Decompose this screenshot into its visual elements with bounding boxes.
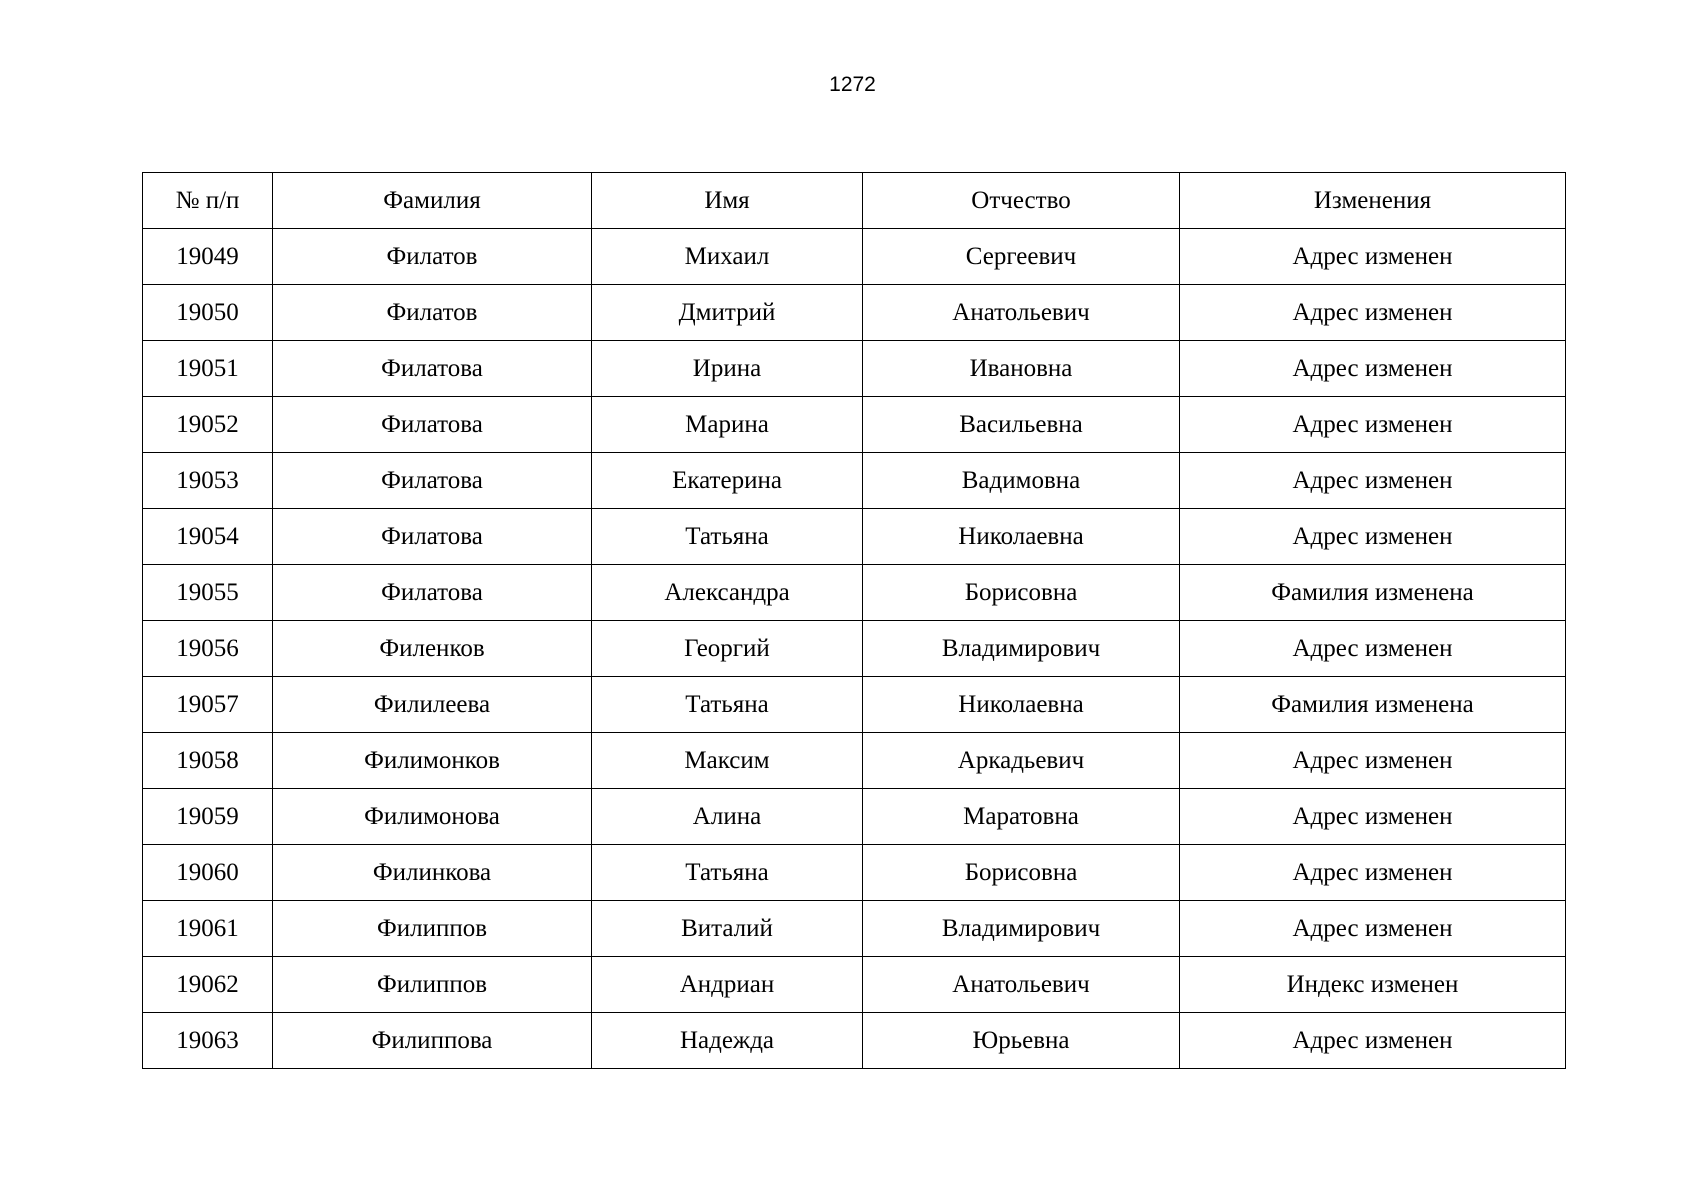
cell-patronymic: Ивановна [863, 341, 1180, 397]
cell-num: 19049 [143, 229, 273, 285]
cell-surname: Филимонова [273, 789, 592, 845]
cell-name: Виталий [592, 901, 863, 957]
cell-surname: Филатова [273, 509, 592, 565]
cell-surname: Филатова [273, 565, 592, 621]
cell-name: Надежда [592, 1013, 863, 1069]
cell-patronymic: Борисовна [863, 565, 1180, 621]
cell-name: Марина [592, 397, 863, 453]
cell-changes: Адрес изменен [1180, 1013, 1566, 1069]
cell-patronymic: Васильевна [863, 397, 1180, 453]
header-name: Имя [592, 173, 863, 229]
table-row [143, 845, 1566, 901]
cell-num: 19051 [143, 341, 273, 397]
cell-changes: Индекс изменен [1180, 957, 1566, 1013]
table-row [143, 509, 1566, 565]
cell-surname: Филатова [273, 453, 592, 509]
cell-surname: Филатова [273, 341, 592, 397]
cell-num: 19062 [143, 957, 273, 1013]
header-patronymic: Отчество [863, 173, 1180, 229]
cell-changes: Адрес изменен [1180, 397, 1566, 453]
cell-changes: Адрес изменен [1180, 621, 1566, 677]
cell-num: 19052 [143, 397, 273, 453]
cell-surname: Филенков [273, 621, 592, 677]
cell-surname: Филинкова [273, 845, 592, 901]
cell-surname: Филатова [273, 397, 592, 453]
cell-changes: Адрес изменен [1180, 509, 1566, 565]
table-row [143, 453, 1566, 509]
table-row [143, 1013, 1566, 1069]
cell-num: 19055 [143, 565, 273, 621]
cell-patronymic: Аркадьевич [863, 733, 1180, 789]
cell-name: Татьяна [592, 677, 863, 733]
cell-name: Екатерина [592, 453, 863, 509]
table-row [143, 621, 1566, 677]
cell-patronymic: Анатольевич [863, 957, 1180, 1013]
cell-surname: Филимонков [273, 733, 592, 789]
table-row [143, 341, 1566, 397]
header-surname: Фамилия [273, 173, 592, 229]
cell-changes: Адрес изменен [1180, 733, 1566, 789]
cell-patronymic: Борисовна [863, 845, 1180, 901]
cell-name: Андриан [592, 957, 863, 1013]
table-row [143, 229, 1566, 285]
cell-patronymic: Николаевна [863, 677, 1180, 733]
cell-changes: Адрес изменен [1180, 845, 1566, 901]
cell-patronymic: Владимирович [863, 621, 1180, 677]
cell-num: 19063 [143, 1013, 273, 1069]
header-changes: Изменения [1180, 173, 1566, 229]
cell-num: 19059 [143, 789, 273, 845]
table-row [143, 677, 1566, 733]
cell-num: 19057 [143, 677, 273, 733]
cell-num: 19061 [143, 901, 273, 957]
cell-patronymic: Сергеевич [863, 229, 1180, 285]
cell-name: Татьяна [592, 509, 863, 565]
page-number: 1272 [829, 73, 876, 96]
table-row [143, 733, 1566, 789]
cell-patronymic: Анатольевич [863, 285, 1180, 341]
cell-changes: Адрес изменен [1180, 229, 1566, 285]
header-num: № п/п [143, 173, 273, 229]
cell-patronymic: Маратовна [863, 789, 1180, 845]
cell-num: 19060 [143, 845, 273, 901]
table-row [143, 957, 1566, 1013]
cell-surname: Филилеева [273, 677, 592, 733]
cell-name: Алина [592, 789, 863, 845]
cell-surname: Филиппова [273, 1013, 592, 1069]
cell-num: 19050 [143, 285, 273, 341]
cell-num: 19053 [143, 453, 273, 509]
cell-surname: Филатов [273, 285, 592, 341]
table-row [143, 285, 1566, 341]
cell-changes: Адрес изменен [1180, 789, 1566, 845]
cell-name: Георгий [592, 621, 863, 677]
cell-name: Максим [592, 733, 863, 789]
cell-patronymic: Николаевна [863, 509, 1180, 565]
cell-num: 19054 [143, 509, 273, 565]
cell-changes: Фамилия изменена [1180, 565, 1566, 621]
table-header-row [143, 173, 1566, 229]
table-row [143, 397, 1566, 453]
cell-num: 19056 [143, 621, 273, 677]
cell-surname: Филатов [273, 229, 592, 285]
cell-num: 19058 [143, 733, 273, 789]
cell-patronymic: Вадимовна [863, 453, 1180, 509]
cell-changes: Адрес изменен [1180, 901, 1566, 957]
table-row [143, 789, 1566, 845]
cell-surname: Филиппов [273, 957, 592, 1013]
cell-name: Дмитрий [592, 285, 863, 341]
cell-changes: Адрес изменен [1180, 285, 1566, 341]
cell-patronymic: Владимирович [863, 901, 1180, 957]
cell-changes: Адрес изменен [1180, 341, 1566, 397]
cell-patronymic: Юрьевна [863, 1013, 1180, 1069]
registry-table [142, 172, 1566, 1069]
cell-surname: Филиппов [273, 901, 592, 957]
table-row [143, 565, 1566, 621]
cell-changes: Адрес изменен [1180, 453, 1566, 509]
cell-name: Ирина [592, 341, 863, 397]
table-row [143, 901, 1566, 957]
cell-changes: Фамилия изменена [1180, 677, 1566, 733]
cell-name: Татьяна [592, 845, 863, 901]
cell-name: Александра [592, 565, 863, 621]
cell-name: Михаил [592, 229, 863, 285]
